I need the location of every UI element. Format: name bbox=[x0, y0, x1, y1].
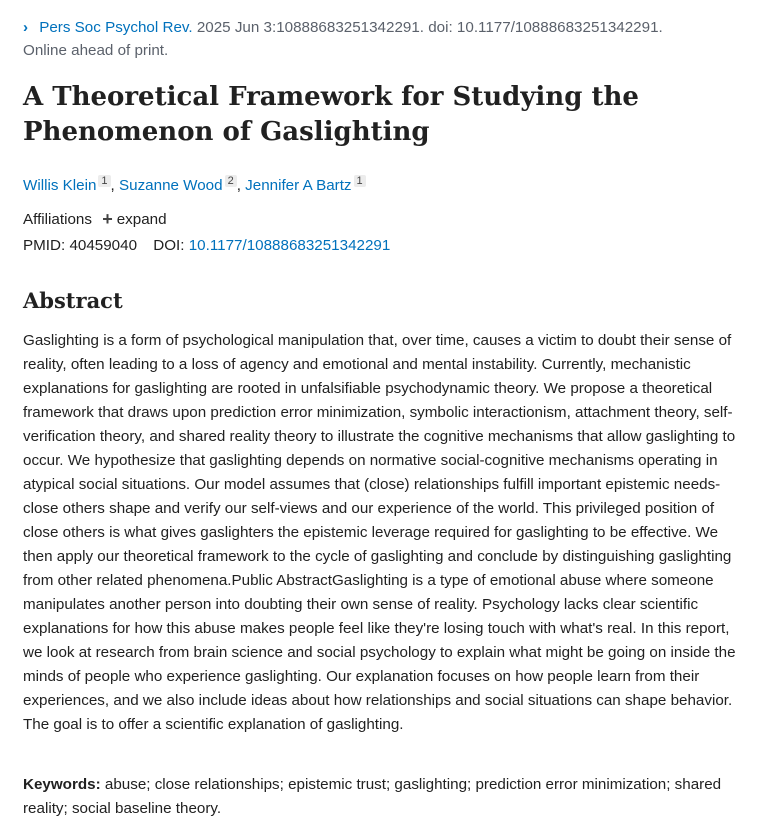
plus-icon: + bbox=[102, 209, 113, 229]
expand-affiliations-button[interactable] bbox=[102, 211, 166, 228]
citation-details: 2025 Jun 3:10888683251342291. doi: 10.1177/10888683251342291. bbox=[196, 19, 663, 36]
doi-link[interactable]: 10.1177/10888683251342291 bbox=[188, 237, 391, 254]
affiliation-ref[interactable]: 1 bbox=[98, 175, 110, 187]
author-list: Willis Klein $^1$ , Suzanne Wood $^2$ , Jennifer A Bartz $^1$ bbox=[23, 170, 366, 197]
affiliation-ref[interactable]: 2 bbox=[225, 175, 237, 187]
chevron-right-icon[interactable]: › bbox=[23, 19, 29, 36]
keywords-text: abuse; close relationships; epistemic trust; gaslighting; prediction error minimization; shared reality; social baseline theory. bbox=[23, 776, 722, 817]
author-link[interactable]: Jennifer A Bartz bbox=[245, 177, 352, 194]
author-link[interactable]: Suzanne Wood bbox=[119, 177, 223, 194]
abstract-text: Gaslighting is a form of psychological manipulation that, over time, causes a victim to doubt their sense of reality, often leading to a loss of agency and emotional and mental instability. Currently, mechanistic explanations for gaslighting are rooted in unfalsifiable psychodynamic theory. We propose a theoretical framework that draws upon prediction error minimization, symbolic interactionism, attachment theory, self-verification theory, and shared reality theory to illustrate the cognitive mechanisms that allow gaslighting to occur. We hypothesize that gaslighting depends on normative social-cognitive mechanisms operating in atypical social situations. Our model assumes that (close) relationships fulfill important epistemic needs-close others shape and verify our self-views and our experience of the world. This privileged position of close others is what gives gaslighters the epistemic leverage required for gaslighting to be effective. We then apply our theoretical framework to the cycle of gaslighting and conclude by distinguishing gaslighting from other related phenomena.Public AbstractGaslighting is a type of emotional abuse where someone manipulates another person into doubting their own sense of reality. Psychology lacks clear scientific explanations for how this abuse makes people feel like they're losing touch with what's real. In this report, we look at research from brain science and social psychology to explain what might be going on inside the minds of people who experience gaslighting. Our explanation focuses on how people learn from their experiences, and we also include ideas about how relationships and social situations can shape behavior. The goal is to offer a scientific explanation of gaslighting. bbox=[23, 332, 736, 733]
article-title: A Theoretical Framework for Studying the Phenomenon of Gaslighting bbox=[23, 82, 639, 147]
affiliations-row bbox=[23, 208, 167, 231]
pmid-value: 40459040 bbox=[69, 237, 138, 254]
citation bbox=[23, 16, 742, 62]
pmid-label: PMID: bbox=[23, 237, 66, 254]
journal-link[interactable]: Pers Soc Psychol Rev. bbox=[39, 19, 193, 36]
author-link[interactable]: Willis Klein bbox=[23, 177, 97, 194]
publication-status: Online ahead of print. bbox=[23, 42, 169, 59]
expand-label: expand bbox=[116, 211, 167, 228]
keywords-label: Keywords: bbox=[23, 776, 101, 793]
doi-label: DOI: bbox=[153, 237, 185, 254]
identifiers bbox=[23, 235, 390, 257]
affiliation-ref[interactable]: 1 bbox=[354, 175, 366, 187]
keywords bbox=[23, 773, 741, 821]
abstract-heading: Abstract bbox=[23, 288, 123, 313]
affiliations-label: Affiliations bbox=[23, 211, 92, 228]
